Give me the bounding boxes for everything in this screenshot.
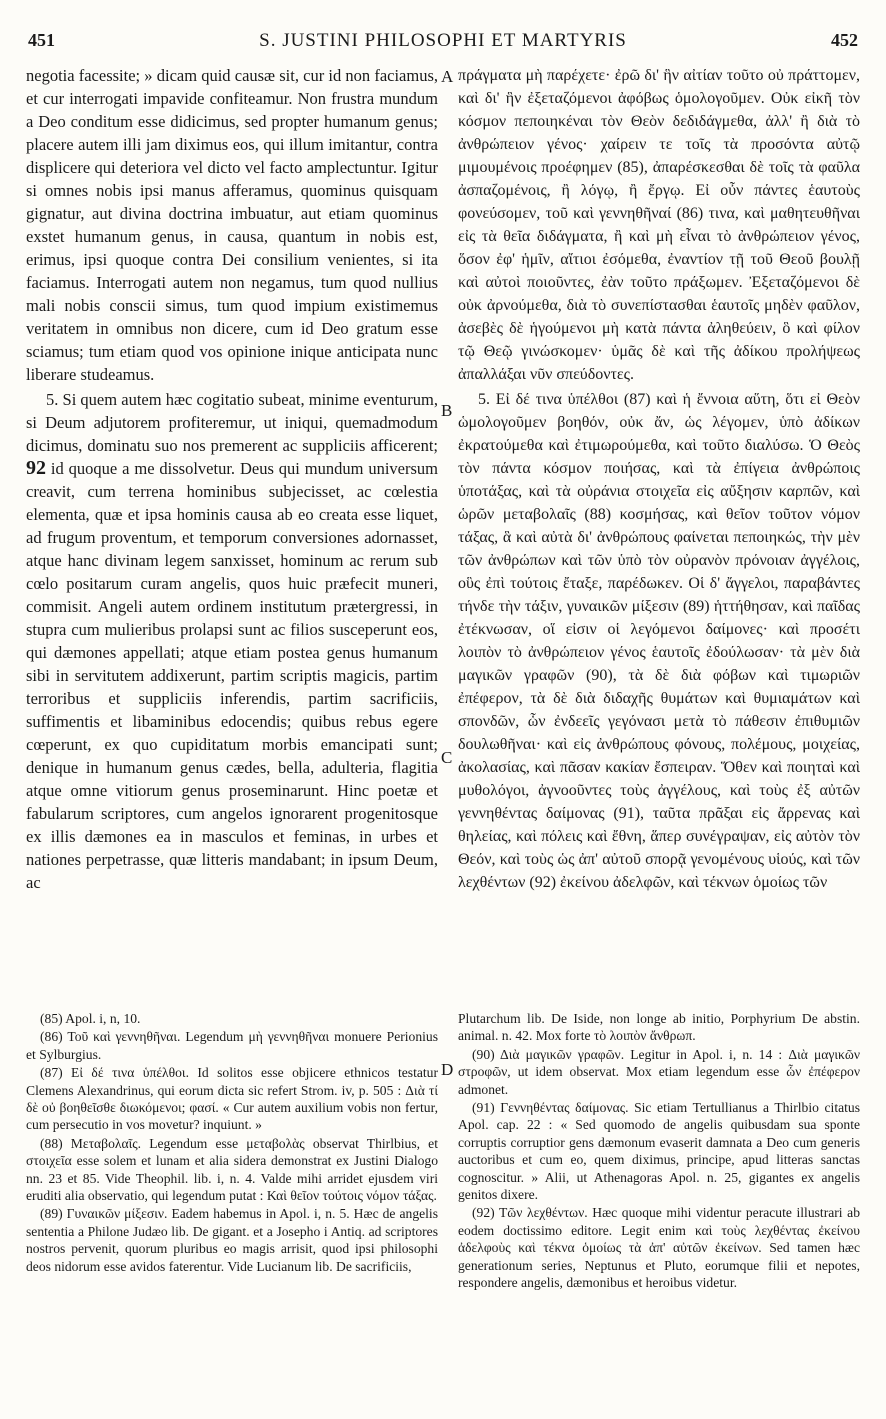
- margin-marker-b: B: [441, 401, 453, 420]
- footnote-87: (87) Εἰ δέ τινα ὑπέλθοι. Id solitos esse objicere ethnicos testatur Clemens Alexandrinus, qui eorum dicta sic refert Strom. iv, p. 505 : Διὰ τί δὲ οὐ βοηθεῖσθε διωκόμενοι; φασί. « Cur autem auxilium vobis non fertur, cum persecutio in vos movetur? inquiunt. »: [26, 1065, 438, 1133]
- footnote-89-continued: Plutarchum lib. De Iside, non longe ab initio, Porphyrium De abstin. animal. n. 42. Mox forte τὸ λοιπὸν ἄνθρωπ.: [458, 1011, 860, 1044]
- margin-marker-a: A: [441, 67, 454, 86]
- footnote-89: (89) Γυναικῶν μίξεσιν. Eadem habemus in Apol. i, n. 5. Hæc de angelis sententia a Philone Judæo lib. De gigant. et a Josepho i Antiq. ad scriptores nostros pervenit, quorum pluribus eo magis arrisit, quod ipsi philosophi deos nidorum esse avidos faterentur. Vide Lucianum lib. De sacrificiis,: [26, 1206, 438, 1274]
- latin-paragraph-2-part-a: 5. Si quem autem hæc cogitatio subeat, minime eventurum, si Deum adjutorem profiteremur, ut iniqui, quemadmodum dicimus, dominatu suo nos premerent ac suppliciis afficerent;: [26, 390, 438, 455]
- page-number-right: 452: [831, 30, 858, 50]
- page-title: S. JUSTINI PHILOSOPHI ET MARTYRIS: [259, 30, 627, 51]
- page-number-left: 451: [28, 30, 55, 50]
- footnote-88: (88) Μεταβολαῖς. Legendum esse μεταβολὰς observat Thirlbius, et στοιχεῖα esse solem et lunam et alia sidera demonstrat ex Justini Dialogo nn. 23 et 85. Vide Theophil. lib. i, n. 4. Valde mihi arridet ejusdem viri eruditi alia observatio, qui legendum putat : Καὶ θεῖον τούτοις νόμον τάξας.: [26, 1135, 438, 1204]
- footnote-90: (90) Διὰ μαγικῶν γραφῶν. Legitur in Apol. i, n. 14 : Διὰ μαγικῶν στροφῶν, ut idem observat. Mox etiam legendum esse ὧν ἐπέφερον admonet.: [458, 1046, 860, 1097]
- footnote-92: (92) Τῶν λεχθέντων. Hæc quoque mihi videntur peracute illustrari ab eodem doctissimo editore. Legit enim καὶ τοὺς λεχθέντας ἐκείνου ἀδελφοὺς καὶ τέκνα ὁμοίως τὰ ἀπ' αὐτῶν ἐκείνων. Sed tamen hæc generationum series, Neptunus et Pluto, eorumque filii et nepotes, respondere angelis, dæmonibus et heroibus videtur.: [458, 1205, 860, 1291]
- latin-paragraph-2-part-b: id quoque a me dissolvetur. Deus qui mundum universum creavit, cum terrena hominibus subjecisset, ac cœlestia elementa, quæ et ipsa hominis causa ab eo creata esse liquet, ad frugum proventum, et temporum conversiones adornasset, atque hanc divinam legem sanxisset, hominum ac rerum sub cœlo positarum curam angelis, quos huic præfecit muneri, commisit. Angeli autem ordinem institutum prætergressi, in stupra cum mulieribus prolapsi sunt ac filios susceperunt eos, qui dæmones appellati; atque etiam postea genus humanum sibi in servitutem addixerunt, partim scriptis magicis, partim terroribus et suppliciis inferendis, partim sacrificiis, suffimentis et libaminibus edocendis; quibus rebus egere cœperunt, ex quo cupiditatum morbis emancipati sunt; denique in humanum genus cædes, bella, adulteria, flagitia atque omne vitiorum genus proseminarunt. Hinc poetæ et fabularum scriptores, cum angelos ignorarent progenitosque ex illis dæmones ea in masculos et feminas, in urbes et nationes perpetrasse, quæ litteris mandabant; in ipsum Deum, ac: [26, 459, 438, 892]
- greek-paragraph-1: πράγματα μὴ παρέχετε· ἐρῶ δι' ἣν αἰτίαν τοῦτο οὐ πράττομεν, καὶ δι' ἣν ἐξεταζόμενοι ἀφόβως ὁμολογοῦμεν. Οὐκ εἰκῆ τὸν κόσμον πεποιηκέναι τὸν Θεὸν δεδιδάγμεθα, ἀλλ' ἢ διὰ τὸ ἀνθρώπειον γένος· χαίρειν τε τοῖς τὰ προσόντα αὐτῷ μιμουμένοις προέφημεν (85), ἀπαρέσκεσθαι δὲ τοῖς τὰ φαῦλα ἀσπαζομένοις, ἢ λόγῳ, ἢ ἔργῳ. Εἰ οὖν πάντες ἑαυτοὺς φονεύσομεν, τοῦ καὶ γεννηθῆναί (86) τινα, καὶ μαθητευθῆναι εἰς τὰ θεῖα διδάγματα, ἢ καὶ μὴ εἶναι τὸ ἀνθρώπειον γένος, ὅσον ἐφ' ἡμῖν, αἴτιοι ἐσόμεθα, ἐναντίον τῇ τοῦ Θεοῦ βουλῇ καὶ αὐτοὶ ποιοῦντες, ἐὰν τοῦτο πράξωμεν. Ἐξεταζόμενοι δὲ οὐκ ἀρνούμεθα, διὰ τὸ συνεπίστασθαι ἑαυτοῖς μηδὲν φαῦλον, ἀσεβὲς δὲ ἡγούμενοι μὴ κατὰ πάντα ἀληθεύειν, ὃ καὶ φίλον τῷ Θεῷ γινώσκομεν· ὑμᾶς δὲ καὶ τῆς ἀδίκου προλήψεως ἀπαλλάξαι νῦν σπεύδοντες.: [458, 67, 860, 383]
- greek-paragraph-2: 5. Εἰ δέ τινα ὑπέλθοι (87) καὶ ἡ ἔννοια αὕτη, ὅτι εἰ Θεὸν ὡμολογοῦμεν βοηθόν, οὐκ ἄν, ὡς λέγομεν, ὑπὸ ἀδίκων ἐκρατούμεθα καὶ ἐτιμωρούμεθα, καὶ τοῦτο διαλύσω. Ὁ Θεὸς τὸν πάντα κόσμον ποιήσας, καὶ τὰ ἐπίγεια ἀνθρώποις ὑποτάξας, καὶ τὰ οὐράνια στοιχεῖα εἰς αὔξησιν καρπῶν, καὶ ὡρῶν μεταβολαῖς (88) κοσμήσας, καὶ θεῖον τοῦτον νόμον τάξας, ἃ καὶ αὐτὰ δι' ἀνθρώπους φαίνεται πεποιηκώς, τὴν μὲν τῶν ἀνθρώπων καὶ τῶν ὑπὸ τὸν οὐρανὸν πρόνοιαν ἀγγέλοις, οὓς ἐπὶ τούτοις ἔταξε, παρέδωκεν. Οἱ δ' ἄγγελοι, παραβάντες τήνδε τὴν τάξιν, γυναικῶν μίξεσιν (89) ἡττήθησαν, καὶ παῖδας ἐτέκνωσαν, οἵ εἰσιν οἱ λεγόμενοι δαίμονες· καὶ προσέτι λοιπὸν τὸ ἀνθρώπειον γένος ἑαυτοῖς ἐδούλωσαν· τὰ μὲν διὰ μαγικῶν γραφῶν (90), τὰ δὲ διὰ φόβων καὶ τιμωριῶν ἐπέφερον, τὰ δὲ διὰ διδαχῆς θυμάτων καὶ θυμιαμάτων καὶ σπονδῶν, ὧν ἐνδεεῖς γεγόνασι μετὰ τὸ πάθεσιν ἐπιθυμιῶν δουλωθῆναι· καὶ εἰς ἀνθρώπους φόνους, πολέμους, μοιχείας, ἀκολασίας, καὶ πᾶσαν κακίαν ἔσπειραν. Ὅθεν καὶ ποιηταὶ καὶ μυθολόγοι, ἀγνοοῦντες τοὺς ἀγγέλους, καὶ τοὺς ἐξ αὐτῶν γεννηθέντας δαίμονας (91), ταῦτα πρᾶξαι εἰς ἄρρενας καὶ θηλείας, καὶ πόλεις καὶ ἔθνη, ἅπερ συνέγραψαν, εἰς αὐτὸν τὸν Θεόν, καὶ τοὺς ὡς ἀπ' αὐτοῦ σπορᾷ γενομένους υἱούς, καὶ τῶν λεχθέντων (92) ἐκείνου ἀδελφῶν, καὶ τέκνων ὁμοίως τῶν: [458, 391, 860, 891]
- footnote-85: (85) Apol. i, n, 10.: [40, 1011, 141, 1026]
- latin-paragraph-2: [26, 388, 438, 894]
- column-number: 92: [26, 457, 46, 479]
- latin-paragraph-1: negotia facessite; » dicam quid causæ sit, cur id non faciamus, et cur interrogati impavide confiteamur. Non frustra mundum a Deo conditum esse didicimus, sed propter humanum genus; placere autem illi jam diximus eos, qui illum imitantur, contra displicere qui deteriora vel dicto vel facto amplectuntur. Igitur si omnes nobis ipsi manus afferamus, quominus quisquam gignatur, aut divina doctrina imbuatur, aut etiam quominus exstet humanum genus, in causa, quantum in nobis est, erimus, ipsi quoque contra Dei consilium venientes, si ita faciamus. Interrogati autem non negamus, tum quod nullius mali nobis conscii simus, tum quod impium existimemus veritatem in omnibus non dicere, cum id Deo gratum esse sciamus; tum etiam quod vos opinione inique anticipata nunc liberare studeamus.: [26, 66, 438, 384]
- greek-column: [458, 64, 860, 994]
- margin-marker-d: D: [441, 1060, 454, 1079]
- footnotes-left: [26, 1010, 438, 1405]
- running-head: [28, 30, 858, 54]
- footnote-86: (86) Τοῦ καὶ γεννηθῆναι. Legendum μὴ γεννηθῆναι monuere Perionius et Sylburgius.: [26, 1029, 438, 1062]
- footnote-91: (91) Γεννηθέντας δαίμονας. Sic etiam Tertullianus a Thirlbio citatus Apol. cap. 22 : « Sed quomodo de angelis quibusdam sua sponte corruptis corruptior gens dæmonum evaserit damnata a Deo cum generis auctoribus et cum eo, quem diximus, principe, apud litteras sanctas cognoscitur. » Alii, ut Athenagoras Apol. n. 25, gigantes ex angelis genitos dixere.: [458, 1100, 860, 1203]
- latin-column: [26, 64, 438, 994]
- margin-marker-c: C: [441, 748, 453, 767]
- footnotes-right: [458, 1010, 860, 1405]
